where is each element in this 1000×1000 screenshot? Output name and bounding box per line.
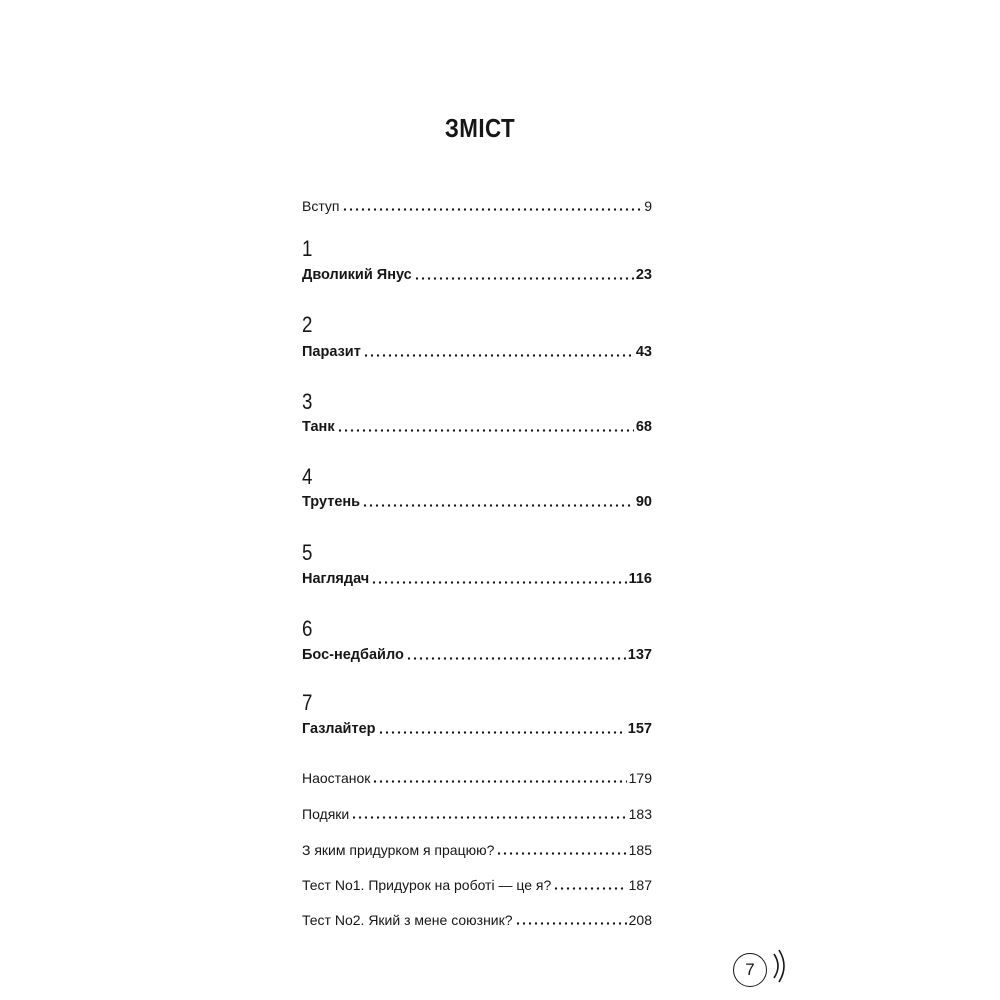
toc-entry-afterword[interactable] xyxy=(302,770,652,786)
dot-leader xyxy=(515,922,627,926)
toc-entry-chapter-3[interactable] xyxy=(302,419,652,435)
toc-entry-page: 116 xyxy=(628,571,652,587)
dot-leader xyxy=(553,887,626,891)
toc-entry-acknowledgements[interactable] xyxy=(302,806,652,822)
toc-entry-test-1[interactable] xyxy=(302,877,652,893)
chapter-number: 5 xyxy=(302,540,313,565)
sound-waves-icon xyxy=(770,946,792,986)
chapter-number: 1 xyxy=(302,236,313,261)
toc-entry-page: 185 xyxy=(628,842,652,858)
toc-entry-chapter-4[interactable] xyxy=(302,494,652,510)
dot-leader xyxy=(406,657,626,661)
toc-entry-page: 23 xyxy=(635,267,652,283)
toc-entry-page: 157 xyxy=(627,721,652,737)
toc-entry-label: Наостанок xyxy=(302,770,371,786)
toc-entry-chapter-1[interactable] xyxy=(302,267,652,283)
toc-entry-chapter-6[interactable] xyxy=(302,647,652,663)
dot-leader xyxy=(363,354,634,358)
toc-entry-chapter-5[interactable] xyxy=(302,571,652,587)
toc-entry-test-2[interactable] xyxy=(302,912,652,928)
dot-leader xyxy=(378,731,626,735)
page-number: 7 xyxy=(733,953,767,987)
page-title: ЗМІСТ xyxy=(444,113,516,143)
toc-entry-label: Дволикий Янус xyxy=(302,267,412,283)
dot-leader xyxy=(351,816,626,820)
dot-leader xyxy=(371,581,626,585)
chapter-number: 4 xyxy=(302,464,313,489)
toc-entry-page: 179 xyxy=(628,770,652,786)
toc-entry-page: 68 xyxy=(635,419,652,435)
dot-leader xyxy=(414,277,634,281)
chapter-number: 6 xyxy=(302,616,313,641)
toc-entry-label: Бос-недбайло xyxy=(302,647,404,663)
toc-entry-page: 43 xyxy=(635,344,652,360)
toc-entry-which-jerk[interactable] xyxy=(302,842,652,858)
dot-leader xyxy=(337,429,634,433)
toc-entry-label: Тест No1. Придурок на роботі — це я? xyxy=(302,877,552,893)
toc-entry-label: Паразит xyxy=(302,344,361,360)
toc-entry-label: Вступ xyxy=(302,198,340,214)
chapter-number: 2 xyxy=(302,312,313,337)
chapter-number: 7 xyxy=(302,690,313,715)
toc-entry-page: 137 xyxy=(627,647,652,663)
toc-entry-label: З яким придурком я працюю? xyxy=(302,842,495,858)
toc-entry-page: 9 xyxy=(644,198,652,214)
toc-entry-label: Танк xyxy=(302,419,335,435)
toc-entry-label: Трутень xyxy=(302,494,361,510)
toc-entry-label: Газлайтер xyxy=(302,721,376,737)
toc-entry-chapter-2[interactable] xyxy=(302,344,652,360)
toc-entry-page: 187 xyxy=(628,877,652,893)
toc-entry-label: Подяки xyxy=(302,806,350,822)
toc-entry-page: 90 xyxy=(635,494,652,510)
dot-leader xyxy=(496,852,626,856)
toc-entry-label: Наглядач xyxy=(302,571,370,587)
toc-entry-page: 208 xyxy=(628,912,652,928)
toc-entry-chapter-7[interactable] xyxy=(302,721,652,737)
chapter-number: 3 xyxy=(302,389,313,414)
dot-leader xyxy=(372,780,626,784)
toc-entry-page: 183 xyxy=(628,806,652,822)
dot-leader xyxy=(342,208,643,212)
toc-entry-label: Тест No2. Який з мене союзник? xyxy=(302,912,513,928)
dot-leader xyxy=(362,504,634,508)
toc-entry-intro[interactable] xyxy=(302,198,652,214)
